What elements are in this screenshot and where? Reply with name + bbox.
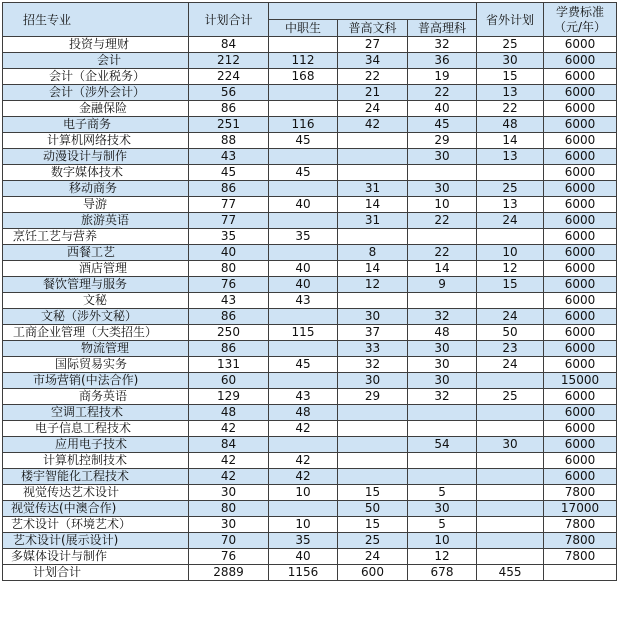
cell-secondary: 115: [269, 325, 338, 341]
cell-general-arts: 50: [338, 501, 408, 517]
cell-fee: 6000: [544, 405, 617, 421]
cell-general-arts: 29: [338, 389, 408, 405]
cell-total: 131: [189, 357, 269, 373]
cell-total: 250: [189, 325, 269, 341]
cell-out-of-province: [477, 501, 544, 517]
cell-fee: 7800: [544, 533, 617, 549]
cell-general-science: 30: [408, 501, 477, 517]
cell-total: 224: [189, 69, 269, 85]
cell-out-of-province: [477, 453, 544, 469]
cell-out-of-province: 30: [477, 437, 544, 453]
cell-fee: 6000: [544, 421, 617, 437]
cell-major: 移动商务: [3, 181, 189, 197]
cell-fee: 6000: [544, 469, 617, 485]
cell-secondary: 42: [269, 469, 338, 485]
cell-total: 86: [189, 181, 269, 197]
cell-fee: 7800: [544, 549, 617, 565]
cell-general-science: [408, 165, 477, 181]
cell-general-arts: 30: [338, 373, 408, 389]
cell-secondary: [269, 181, 338, 197]
cell-general-arts: 31: [338, 213, 408, 229]
cell-general-science: 10: [408, 533, 477, 549]
cell-out-of-province: 15: [477, 69, 544, 85]
table-row: [3, 37, 617, 53]
cell-total: 35: [189, 229, 269, 245]
cell-secondary: [269, 245, 338, 261]
cell-general-science: 48: [408, 325, 477, 341]
table-row: [3, 421, 617, 437]
cell-general-arts: 25: [338, 533, 408, 549]
cell-major: 市场营销(中法合作): [3, 373, 189, 389]
cell-major: 动漫设计与制作: [3, 149, 189, 165]
cell-general-science: 30: [408, 181, 477, 197]
table-body: [3, 37, 617, 581]
cell-major: 会计（企业税务）: [3, 69, 189, 85]
cell-general-science: 54: [408, 437, 477, 453]
cell-out-of-province: [477, 469, 544, 485]
cell-total: 84: [189, 437, 269, 453]
cell-general-arts: 14: [338, 261, 408, 277]
cell-secondary: 40: [269, 277, 338, 293]
cell-secondary: 35: [269, 533, 338, 549]
table-row: [3, 277, 617, 293]
cell-major: 物流管理: [3, 341, 189, 357]
cell-total: 56: [189, 85, 269, 101]
cell-major: 文秘: [3, 293, 189, 309]
cell-out-of-province: 13: [477, 197, 544, 213]
cell-out-of-province: 50: [477, 325, 544, 341]
cell-major: 工商企业管理（大类招生）: [3, 325, 189, 341]
cell-major: 会计（涉外会计）: [3, 85, 189, 101]
cell-general-arts: 8: [338, 245, 408, 261]
cell-total: 77: [189, 213, 269, 229]
cell-major: 数字媒体技术: [3, 165, 189, 181]
cell-out-of-province: 25: [477, 37, 544, 53]
cell-out-of-province: 13: [477, 85, 544, 101]
cell-secondary: 40: [269, 261, 338, 277]
cell-total: 77: [189, 197, 269, 213]
cell-total: 45: [189, 165, 269, 181]
cell-secondary: 35: [269, 229, 338, 245]
cell-general-science: 30: [408, 357, 477, 373]
cell-general-science: [408, 469, 477, 485]
table-row: [3, 197, 617, 213]
cell-general-science: 40: [408, 101, 477, 117]
cell-major: 电子信息工程技术: [3, 421, 189, 437]
cell-out-of-province: [477, 517, 544, 533]
cell-general-science: 30: [408, 373, 477, 389]
cell-general-science: 12: [408, 549, 477, 565]
table-row: [3, 133, 617, 149]
header-general-arts: 普高文科: [338, 20, 408, 37]
header-secondary: 中职生: [269, 20, 338, 37]
cell-general-arts: 42: [338, 117, 408, 133]
cell-general-arts: 12: [338, 277, 408, 293]
cell-total: 84: [189, 37, 269, 53]
cell-out-of-province: 24: [477, 213, 544, 229]
cell-secondary: 45: [269, 133, 338, 149]
header-fee-line1: 学费标准: [556, 4, 605, 19]
cell-general-science: [408, 293, 477, 309]
cell-general-science: [408, 405, 477, 421]
cell-general-science: 36: [408, 53, 477, 69]
cell-general-science: 30: [408, 341, 477, 357]
cell-secondary: [269, 373, 338, 389]
cell-secondary: 112: [269, 53, 338, 69]
totals-cell-general-arts: 600: [338, 565, 408, 581]
header-out-of-province: 省外计划: [477, 3, 544, 37]
totals-cell-fee: [544, 565, 617, 581]
table-row: [3, 101, 617, 117]
cell-out-of-province: 30: [477, 53, 544, 69]
cell-general-arts: [338, 229, 408, 245]
cell-fee: 7800: [544, 517, 617, 533]
cell-fee: 6000: [544, 197, 617, 213]
cell-major: 应用电子技术: [3, 437, 189, 453]
cell-fee: 6000: [544, 389, 617, 405]
table-row: [3, 309, 617, 325]
cell-general-science: 9: [408, 277, 477, 293]
cell-secondary: [269, 437, 338, 453]
cell-general-arts: 15: [338, 517, 408, 533]
cell-general-arts: [338, 421, 408, 437]
header-major: 招生专业: [3, 3, 189, 37]
cell-fee: 6000: [544, 229, 617, 245]
cell-fee: 6000: [544, 309, 617, 325]
cell-fee: 6000: [544, 133, 617, 149]
totals-cell-out-of-province: 455: [477, 565, 544, 581]
cell-total: 88: [189, 133, 269, 149]
cell-secondary: [269, 37, 338, 53]
table-row: [3, 501, 617, 517]
cell-general-arts: 31: [338, 181, 408, 197]
cell-total: 86: [189, 341, 269, 357]
cell-total: 76: [189, 549, 269, 565]
totals-cell-total: 2889: [189, 565, 269, 581]
cell-out-of-province: 25: [477, 181, 544, 197]
cell-general-arts: 32: [338, 357, 408, 373]
cell-fee: 6000: [544, 357, 617, 373]
table-row: [3, 549, 617, 565]
cell-out-of-province: [477, 229, 544, 245]
enrollment-plan-table: [2, 2, 617, 581]
totals-cell-general-science: 678: [408, 565, 477, 581]
cell-secondary: 43: [269, 293, 338, 309]
cell-major: 计算机网络技术: [3, 133, 189, 149]
cell-major: 西餐工艺: [3, 245, 189, 261]
cell-secondary: 42: [269, 421, 338, 437]
cell-out-of-province: 25: [477, 389, 544, 405]
cell-total: 40: [189, 245, 269, 261]
cell-out-of-province: [477, 165, 544, 181]
cell-out-of-province: [477, 405, 544, 421]
table-row: [3, 117, 617, 133]
table-row: [3, 485, 617, 501]
header-plan-total: 计划合计: [189, 3, 269, 37]
cell-fee: 6000: [544, 165, 617, 181]
cell-fee: 7800: [544, 485, 617, 501]
table-row: [3, 149, 617, 165]
cell-secondary: 10: [269, 485, 338, 501]
table-row: [3, 69, 617, 85]
cell-general-arts: 30: [338, 309, 408, 325]
cell-secondary: [269, 101, 338, 117]
totals-cell-secondary: 1156: [269, 565, 338, 581]
table-row: [3, 533, 617, 549]
cell-fee: 6000: [544, 277, 617, 293]
cell-secondary: [269, 85, 338, 101]
cell-total: 48: [189, 405, 269, 421]
cell-fee: 6000: [544, 53, 617, 69]
cell-total: 43: [189, 149, 269, 165]
cell-general-science: 29: [408, 133, 477, 149]
cell-general-arts: [338, 149, 408, 165]
cell-out-of-province: 48: [477, 117, 544, 133]
cell-general-arts: 24: [338, 549, 408, 565]
cell-general-science: 19: [408, 69, 477, 85]
cell-major: 烹饪工艺与营养: [3, 229, 189, 245]
cell-fee: 6000: [544, 341, 617, 357]
cell-fee: 6000: [544, 437, 617, 453]
cell-major: 商务英语: [3, 389, 189, 405]
table-row: [3, 373, 617, 389]
cell-general-science: [408, 453, 477, 469]
cell-general-science: 22: [408, 213, 477, 229]
cell-general-arts: 15: [338, 485, 408, 501]
table-row: [3, 293, 617, 309]
cell-out-of-province: [477, 549, 544, 565]
cell-out-of-province: 23: [477, 341, 544, 357]
cell-general-arts: [338, 293, 408, 309]
cell-total: 80: [189, 261, 269, 277]
cell-out-of-province: 12: [477, 261, 544, 277]
cell-general-science: 22: [408, 85, 477, 101]
header-blank-group: [269, 3, 477, 20]
cell-general-arts: 21: [338, 85, 408, 101]
cell-major: 投资与理财: [3, 37, 189, 53]
cell-total: 30: [189, 485, 269, 501]
cell-total: 80: [189, 501, 269, 517]
cell-general-science: 10: [408, 197, 477, 213]
cell-fee: 6000: [544, 261, 617, 277]
table-row: [3, 325, 617, 341]
table-row: [3, 181, 617, 197]
cell-major: 视觉传达艺术设计: [3, 485, 189, 501]
cell-general-science: 5: [408, 517, 477, 533]
cell-secondary: 43: [269, 389, 338, 405]
table-row: [3, 85, 617, 101]
cell-major: 计算机控制技术: [3, 453, 189, 469]
cell-fee: 6000: [544, 325, 617, 341]
cell-general-arts: [338, 469, 408, 485]
cell-general-arts: [338, 453, 408, 469]
cell-fee: 6000: [544, 101, 617, 117]
cell-total: 251: [189, 117, 269, 133]
table-row: [3, 389, 617, 405]
cell-major: 空调工程技术: [3, 405, 189, 421]
cell-general-science: 30: [408, 149, 477, 165]
cell-total: 86: [189, 309, 269, 325]
cell-out-of-province: [477, 533, 544, 549]
header-general-science: 普高理科: [408, 20, 477, 37]
cell-secondary: [269, 501, 338, 517]
cell-fee: 17000: [544, 501, 617, 517]
cell-general-arts: [338, 165, 408, 181]
cell-fee: 6000: [544, 245, 617, 261]
cell-major: 酒店管理: [3, 261, 189, 277]
cell-out-of-province: 24: [477, 309, 544, 325]
cell-secondary: [269, 309, 338, 325]
header-fee-line2: （元/年）: [553, 19, 607, 34]
table-row: [3, 229, 617, 245]
cell-general-arts: [338, 405, 408, 421]
cell-major: 艺术设计（环境艺术）: [3, 517, 189, 533]
cell-general-science: 32: [408, 309, 477, 325]
cell-secondary: [269, 213, 338, 229]
cell-general-science: 32: [408, 37, 477, 53]
table-row: [3, 453, 617, 469]
cell-fee: 6000: [544, 149, 617, 165]
table-row: [3, 357, 617, 373]
cell-general-science: 5: [408, 485, 477, 501]
cell-total: 42: [189, 453, 269, 469]
cell-general-arts: 34: [338, 53, 408, 69]
cell-total: 42: [189, 469, 269, 485]
cell-major: 多媒体设计与制作: [3, 549, 189, 565]
cell-fee: 6000: [544, 85, 617, 101]
cell-out-of-province: [477, 485, 544, 501]
cell-secondary: 10: [269, 517, 338, 533]
cell-general-science: 22: [408, 245, 477, 261]
cell-general-science: 32: [408, 389, 477, 405]
cell-total: 86: [189, 101, 269, 117]
cell-out-of-province: 14: [477, 133, 544, 149]
cell-general-science: 14: [408, 261, 477, 277]
cell-out-of-province: [477, 373, 544, 389]
cell-general-arts: 24: [338, 101, 408, 117]
cell-fee: 6000: [544, 213, 617, 229]
cell-major: 视觉传达(中澳合作): [3, 501, 189, 517]
table-row: [3, 469, 617, 485]
cell-fee: 6000: [544, 181, 617, 197]
cell-secondary: 168: [269, 69, 338, 85]
table-row: [3, 213, 617, 229]
cell-out-of-province: 15: [477, 277, 544, 293]
totals-row: [3, 565, 617, 581]
header-fee: [544, 3, 617, 37]
cell-general-arts: 27: [338, 37, 408, 53]
cell-major: 会计: [3, 53, 189, 69]
cell-secondary: 45: [269, 165, 338, 181]
table-row: [3, 245, 617, 261]
table-row: [3, 165, 617, 181]
cell-major: 国际贸易实务: [3, 357, 189, 373]
cell-general-arts: 37: [338, 325, 408, 341]
cell-total: 42: [189, 421, 269, 437]
cell-out-of-province: 10: [477, 245, 544, 261]
cell-secondary: [269, 149, 338, 165]
table-row: [3, 53, 617, 69]
table-row: [3, 517, 617, 533]
cell-out-of-province: 13: [477, 149, 544, 165]
cell-general-arts: 14: [338, 197, 408, 213]
cell-major: 旅游英语: [3, 213, 189, 229]
cell-major: 楼宇智能化工程技术: [3, 469, 189, 485]
table-row: [3, 261, 617, 277]
cell-secondary: 40: [269, 197, 338, 213]
cell-fee: 6000: [544, 69, 617, 85]
cell-fee: 6000: [544, 293, 617, 309]
cell-secondary: [269, 341, 338, 357]
cell-major: 艺术设计(展示设计): [3, 533, 189, 549]
cell-fee: 15000: [544, 373, 617, 389]
cell-general-science: 45: [408, 117, 477, 133]
cell-general-arts: [338, 437, 408, 453]
cell-general-arts: [338, 133, 408, 149]
cell-general-arts: 22: [338, 69, 408, 85]
cell-secondary: 116: [269, 117, 338, 133]
cell-major: 电子商务: [3, 117, 189, 133]
cell-total: 129: [189, 389, 269, 405]
totals-label: 计划合计: [3, 565, 189, 581]
table-row: [3, 341, 617, 357]
cell-major: 文秘（涉外文秘）: [3, 309, 189, 325]
table-row: [3, 437, 617, 453]
cell-general-science: [408, 421, 477, 437]
cell-total: 60: [189, 373, 269, 389]
cell-total: 30: [189, 517, 269, 533]
cell-secondary: 40: [269, 549, 338, 565]
cell-fee: 6000: [544, 117, 617, 133]
cell-total: 212: [189, 53, 269, 69]
cell-total: 70: [189, 533, 269, 549]
cell-fee: 6000: [544, 37, 617, 53]
cell-secondary: 42: [269, 453, 338, 469]
cell-total: 76: [189, 277, 269, 293]
cell-out-of-province: 24: [477, 357, 544, 373]
cell-general-arts: 33: [338, 341, 408, 357]
cell-major: 导游: [3, 197, 189, 213]
cell-fee: 6000: [544, 453, 617, 469]
cell-major: 金融保险: [3, 101, 189, 117]
cell-total: 43: [189, 293, 269, 309]
cell-out-of-province: [477, 421, 544, 437]
cell-general-science: [408, 229, 477, 245]
cell-major: 餐饮管理与服务: [3, 277, 189, 293]
cell-out-of-province: 22: [477, 101, 544, 117]
cell-secondary: 48: [269, 405, 338, 421]
cell-out-of-province: [477, 293, 544, 309]
enrollment-plan-table-container: [2, 2, 617, 581]
cell-secondary: 45: [269, 357, 338, 373]
table-row: [3, 405, 617, 421]
